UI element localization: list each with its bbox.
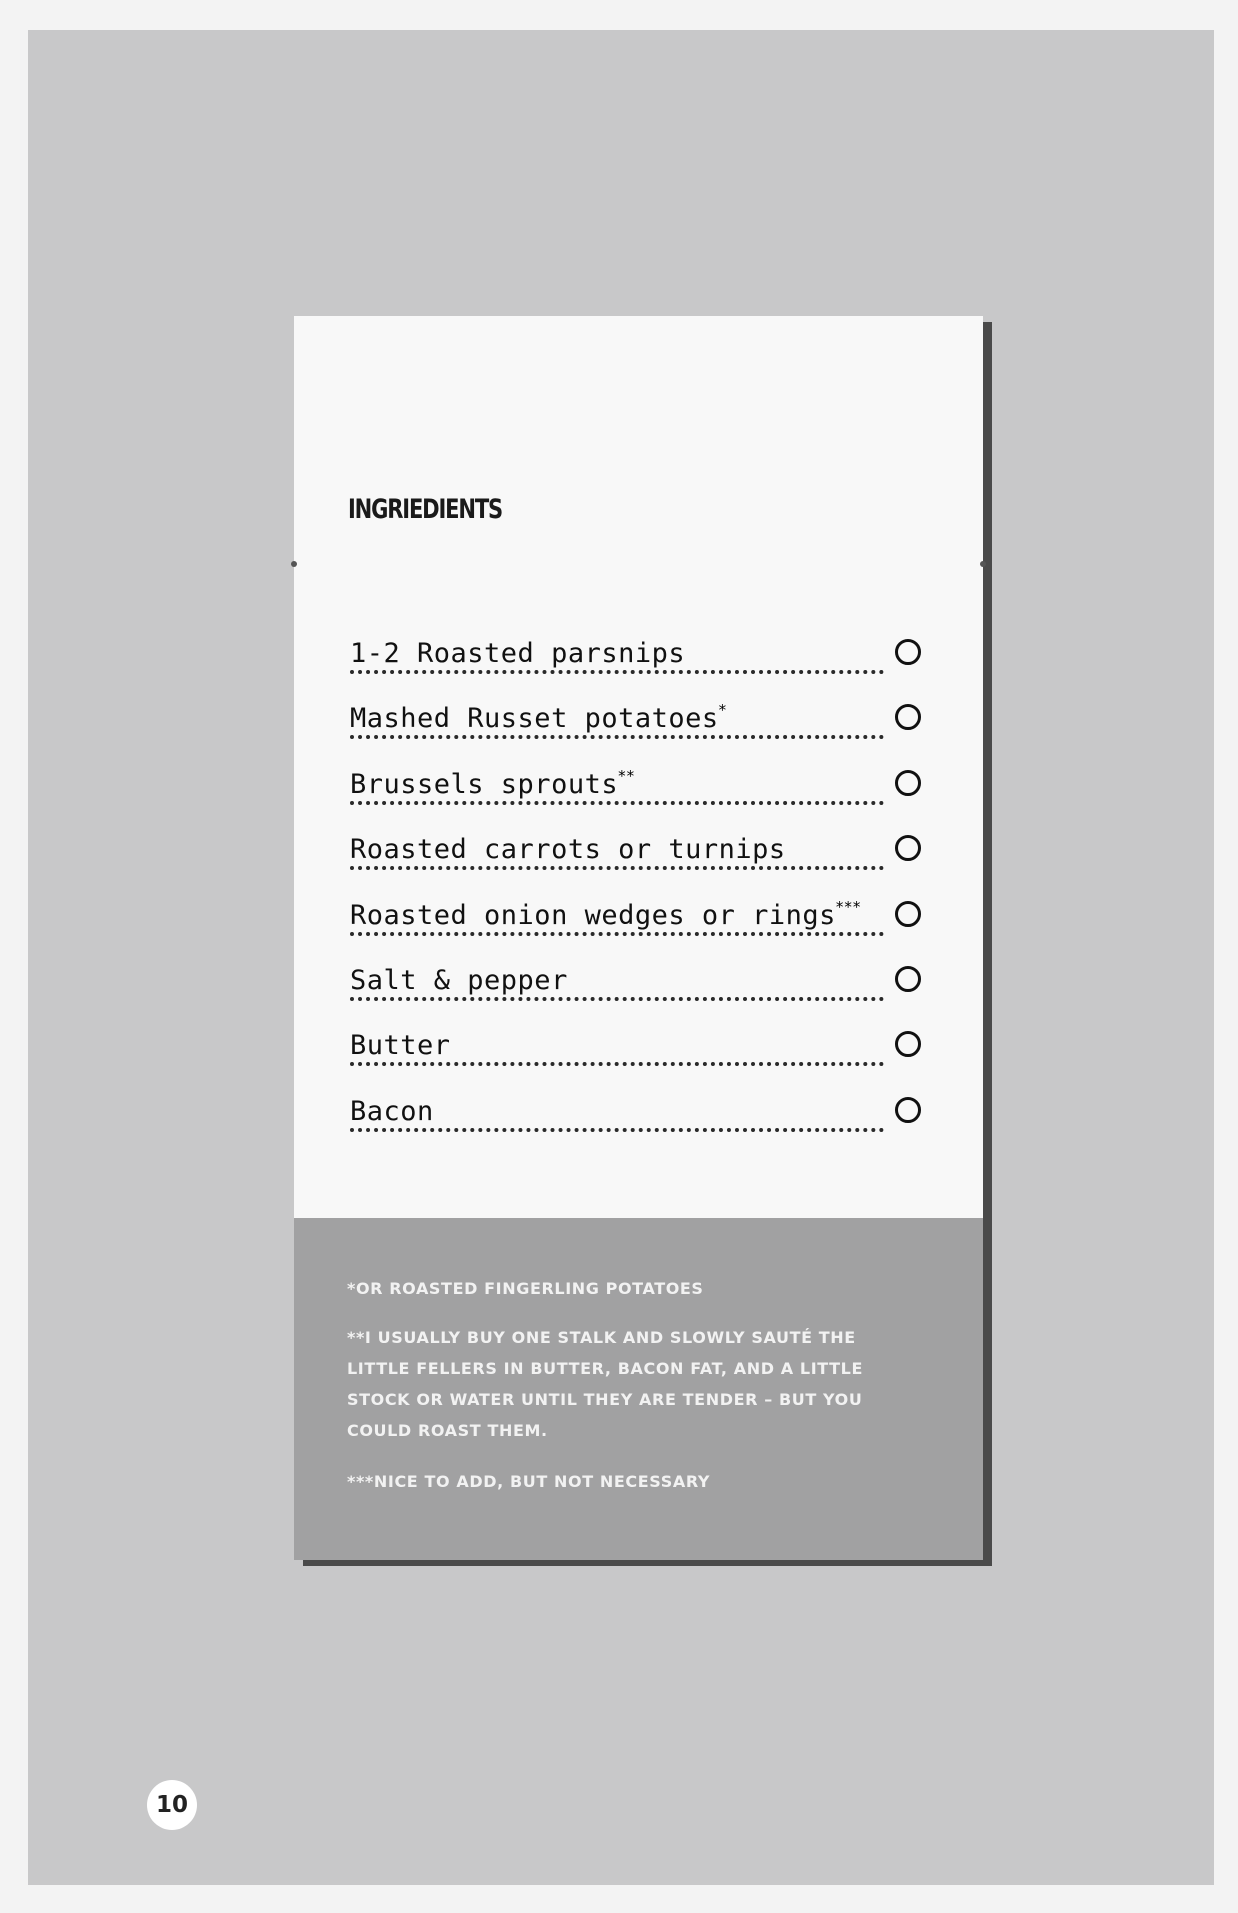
ingredient-dotted-line [350, 1028, 884, 1066]
ingredient-item [350, 767, 926, 832]
ingredient-name: 1-2 Roasted parsnips [350, 638, 686, 669]
ingredient-dotted-line [350, 1094, 884, 1132]
ingredient-name: Mashed Russet potatoes [350, 703, 719, 735]
ingredient-item [350, 898, 926, 963]
page-number: 10 [147, 1780, 197, 1830]
ingredient-dotted-line [350, 963, 884, 1001]
ingredients-heading: INGRIEDIENTS [348, 494, 503, 525]
footnote-mark: ** [618, 766, 636, 785]
page-background-panel [28, 30, 1214, 1885]
ingredient-name: Salt & pepper [350, 964, 568, 996]
circle-checkbox-icon[interactable] [895, 901, 921, 927]
circle-checkbox-icon[interactable] [895, 639, 921, 665]
ingredient-dotted-line [350, 767, 884, 805]
circle-checkbox-icon[interactable] [895, 835, 921, 861]
ingredient-dotted-line [350, 636, 884, 674]
ingredient-item [350, 636, 926, 701]
circle-checkbox-icon[interactable] [895, 1097, 921, 1123]
ingredient-name: Roasted carrots or turnips [350, 834, 786, 866]
ingredient-dotted-line [350, 832, 884, 870]
card-notch-left [291, 561, 297, 567]
footnote-mark: * [718, 701, 728, 720]
ingredient-item [350, 701, 926, 766]
footnotes-band [294, 1218, 983, 1560]
circle-checkbox-icon[interactable] [895, 966, 921, 992]
ingredient-name: Bacon [350, 1095, 434, 1127]
circle-checkbox-icon[interactable] [895, 770, 921, 796]
footnote-1: *OR ROASTED FINGERLING POTATOES [347, 1279, 704, 1298]
circle-checkbox-icon[interactable] [895, 704, 921, 730]
ingredients-card [294, 316, 983, 1560]
card-notch-right [980, 561, 986, 567]
ingredient-dotted-line [350, 898, 884, 936]
ingredient-name: Brussels sprouts [350, 768, 619, 800]
footnote-mark: *** [835, 897, 862, 916]
ingredient-name: Roasted onion wedges or rings [350, 899, 836, 931]
ingredient-dotted-line [350, 701, 884, 739]
ingredient-item [350, 1028, 926, 1093]
ingredient-item [350, 832, 926, 897]
ingredient-item [350, 963, 926, 1028]
circle-checkbox-icon[interactable] [895, 1031, 921, 1057]
ingredient-name: Butter [350, 1030, 451, 1062]
ingredient-item [350, 1094, 926, 1159]
ingredient-list [350, 636, 926, 1159]
footnote-3: ***NICE TO ADD, BUT NOT NECESSARY [347, 1472, 711, 1491]
footnote-2: **I USUALLY BUY ONE STALK AND SLOWLY SAUTÉ THE LITTLE FELLERS IN BUTTER, BACON FAT, AND A LITTLE STOCK OR WATER UNTIL THEY ARE TENDER – BUT YOU COULD ROAST THEM. [347, 1328, 863, 1440]
